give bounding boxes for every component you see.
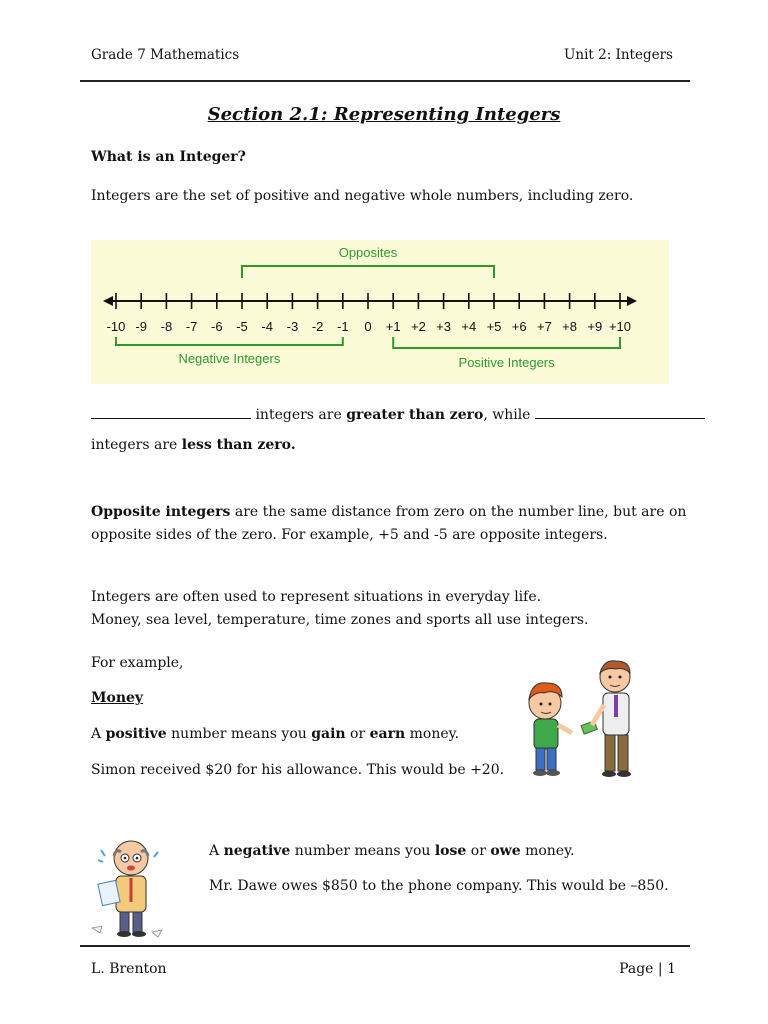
- fill-in-sentence-line2: integers are less than zero.: [91, 437, 296, 453]
- tick-label: -9: [135, 319, 147, 334]
- usage-line1: Integers are often used to represent situations in everyday life.: [91, 589, 542, 605]
- answer-blank-positive[interactable]: [91, 408, 251, 419]
- opposite-paragraph-line2: opposite sides of the zero. For example, +5 and -5 are opposite integers.: [91, 527, 608, 543]
- header-rule: [80, 80, 690, 82]
- tick-label: -6: [211, 319, 223, 334]
- usage-line2: Money, sea level, temperature, time zones and sports all use integers.: [91, 612, 589, 628]
- footer-rule: [80, 945, 690, 947]
- footer-page-number: Page | 1: [619, 961, 676, 977]
- tick-label: -3: [286, 319, 299, 334]
- tick-label: +4: [461, 319, 477, 334]
- question-heading: What is an Integer?: [91, 149, 246, 165]
- negative-definition: A negative number means you lose or owe money.: [209, 843, 575, 859]
- tick-label: +8: [562, 319, 578, 334]
- tick-label: -2: [311, 319, 324, 334]
- tick-label: +3: [436, 319, 452, 334]
- tick-label: +7: [536, 319, 552, 334]
- tick-label: +2: [410, 319, 426, 334]
- tick-label: -1: [337, 319, 349, 334]
- number-line-svg: [91, 240, 669, 384]
- for-example: For example,: [91, 655, 184, 671]
- integer-definition: Integers are the set of positive and negative whole numbers, including zero.: [91, 188, 634, 204]
- dawe-example: Mr. Dawe owes $850 to the phone company. This would be –850.: [209, 878, 669, 894]
- header-course: Grade 7 Mathematics: [91, 47, 240, 63]
- tick-label: 0: [364, 319, 372, 334]
- number-line-figure: [91, 240, 669, 384]
- answer-blank-negative[interactable]: [535, 408, 705, 419]
- footer-author: L. Brenton: [91, 961, 167, 977]
- positive-definition: A positive number means you gain or earn money.: [91, 726, 460, 742]
- fill-in-sentence-line1: integers are greater than zero, while: [91, 407, 705, 423]
- tick-label: +1: [385, 319, 401, 334]
- tick-label: -10: [106, 319, 126, 334]
- worried-man-illustration: [86, 836, 176, 942]
- boy-receiving-money-illustration: [520, 655, 655, 780]
- positive-integers-label: Positive Integers: [458, 355, 555, 370]
- tick-label: -8: [160, 319, 173, 334]
- tick-label: -7: [185, 319, 198, 334]
- opposites-label: Opposites: [338, 245, 398, 260]
- header-unit: Unit 2: Integers: [564, 47, 673, 63]
- tick-label: +9: [587, 319, 603, 334]
- simon-example: Simon received $20 for his allowance. This would be +20.: [91, 762, 505, 778]
- tick-label: +10: [608, 319, 632, 334]
- tick-label: +5: [486, 319, 502, 334]
- tick-label: -4: [261, 319, 273, 334]
- page-title: Section 2.1: Representing Integers: [207, 104, 561, 125]
- tick-label: -5: [236, 319, 248, 334]
- opposite-paragraph-line1: Opposite integers are the same distance from zero on the number line, but are on: [91, 504, 687, 520]
- negative-integers-label: Negative Integers: [178, 351, 281, 366]
- tick-label: +6: [511, 319, 527, 334]
- money-heading: Money: [91, 690, 144, 706]
